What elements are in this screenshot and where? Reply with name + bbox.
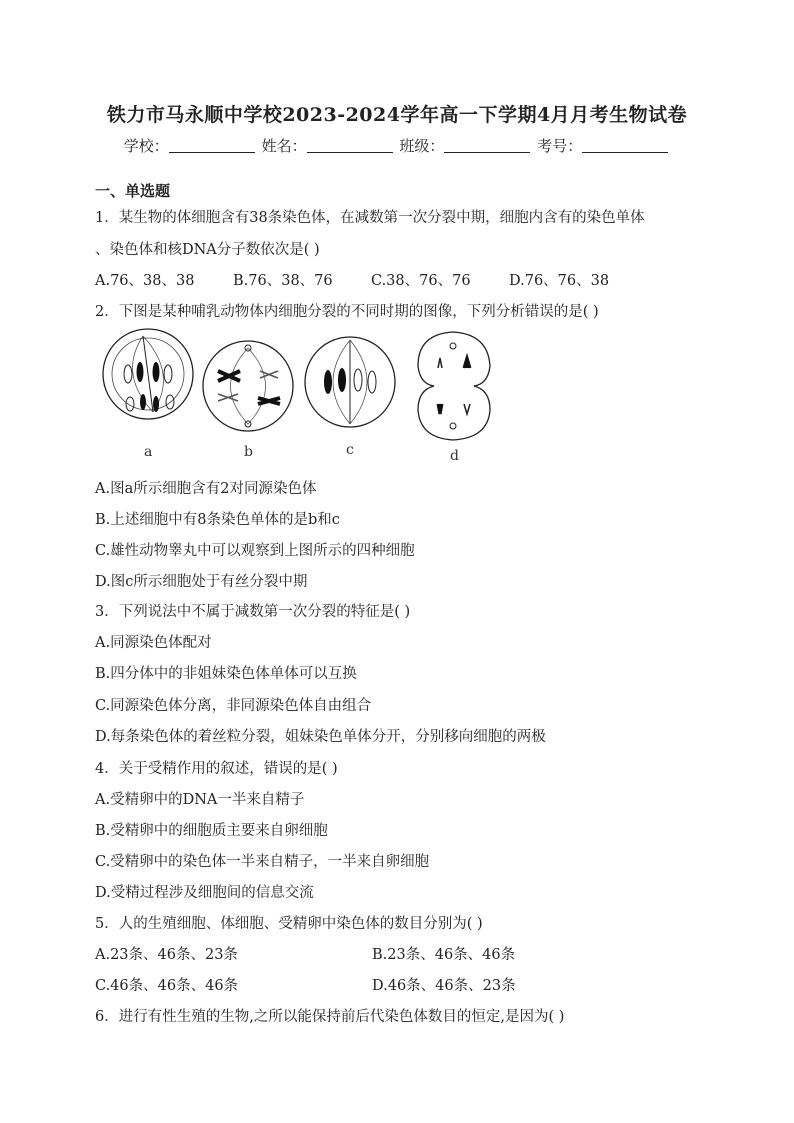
q1-stem-line1: 1．某生物的体细胞含有38条染色体，在减数第一次分裂中期，细胞内含有的染色单体	[95, 210, 645, 226]
q3-option-b[interactable]: B.四分体中的非姐妹染色体单体可以互换	[95, 666, 357, 682]
figure-label-a: a	[144, 444, 153, 460]
q2-option-a[interactable]: A.图a所示细胞含有2对同源染色体	[95, 481, 317, 497]
q1-option-b[interactable]: B.76、38、76	[233, 273, 333, 289]
q1-option-d[interactable]: D.76、76、38	[509, 273, 610, 289]
q2-option-d[interactable]: D.图c所示细胞处于有丝分裂中期	[95, 574, 308, 590]
q4-option-d[interactable]: D.受精过程涉及细胞间的信息交流	[95, 885, 314, 901]
exam-no-label: 考号：	[537, 137, 583, 155]
exam-no-blank[interactable]	[582, 138, 668, 153]
cell-a	[103, 329, 193, 419]
q1-options	[95, 269, 609, 290]
q5-option-a[interactable]: A.23条、46条、23条	[95, 947, 238, 963]
q3-option-d[interactable]: D.每条染色体的着丝粒分裂，姐妹染色单体分开，分别移向细胞的两极	[95, 729, 546, 745]
section-heading: 一、单选题	[95, 182, 171, 200]
q3-option-c[interactable]: C.同源染色体分离，非同源染色体自由组合	[95, 698, 372, 714]
school-blank[interactable]	[169, 138, 255, 153]
page-title: 铁力市马永顺中学校2023-2024学年高一下学期4月月考生物试卷	[106, 104, 688, 126]
q1-option-a[interactable]: A.76、38、38	[95, 273, 195, 289]
q3-option-a[interactable]: A.同源染色体配对	[95, 635, 212, 651]
q4-option-b[interactable]: B.受精卵中的细胞质主要来自卵细胞	[95, 823, 328, 839]
school-label: 学校：	[123, 137, 169, 155]
q4-stem: 4．关于受精作用的叙述，错误的是( )	[95, 761, 338, 777]
name-label: 姓名：	[261, 137, 307, 155]
figure-label-c: c	[346, 442, 354, 458]
class-blank[interactable]	[444, 138, 530, 153]
name-blank[interactable]	[307, 138, 393, 153]
q6-stem: 6．进行有性生殖的生物,之所以能保持前后代染色体数目的恒定,是因为( )	[95, 1009, 565, 1025]
cell-c	[305, 337, 395, 427]
figure-label-d: d	[450, 448, 459, 464]
q1-option-c[interactable]: C.38、76、76	[371, 273, 471, 289]
q2-option-c[interactable]: C.雄性动物睾丸中可以观察到上图所示的四种细胞	[95, 543, 415, 559]
cell-d	[418, 332, 490, 440]
class-label: 班级：	[399, 137, 445, 155]
q5-options-row2	[95, 974, 516, 995]
cell-b	[203, 341, 293, 431]
q2-option-b[interactable]: B.上述细胞中有8条染色单体的是b和c	[95, 512, 340, 528]
q5-option-c[interactable]: C.46条、46条、46条	[95, 978, 239, 994]
q3-stem: 3．下列说法中不属于减数第一次分裂的特征是( )	[95, 604, 411, 620]
q4-option-a[interactable]: A.受精卵中的DNA一半来自精子	[95, 792, 305, 808]
q1-stem-line2: 、染色体和核DNA分子数依次是( )	[95, 242, 320, 258]
q5-stem: 5．人的生殖细胞、体细胞、受精卵中染色体的数目分别为( )	[95, 916, 483, 932]
q4-option-c[interactable]: C.受精卵中的染色体一半来自精子，一半来自卵细胞	[95, 854, 430, 870]
q5-option-b[interactable]: B.23条、46条、46条	[372, 947, 516, 963]
q5-option-d[interactable]: D.46条、46条、23条	[372, 978, 516, 994]
cell-division-figure	[98, 326, 498, 466]
student-info-line	[0, 135, 794, 156]
q5-options-row1	[95, 943, 515, 964]
figure-label-b: b	[244, 444, 253, 460]
q2-stem: 2．下图是某种哺乳动物体内细胞分裂的不同时期的图像，下列分析错误的是( )	[95, 304, 599, 320]
